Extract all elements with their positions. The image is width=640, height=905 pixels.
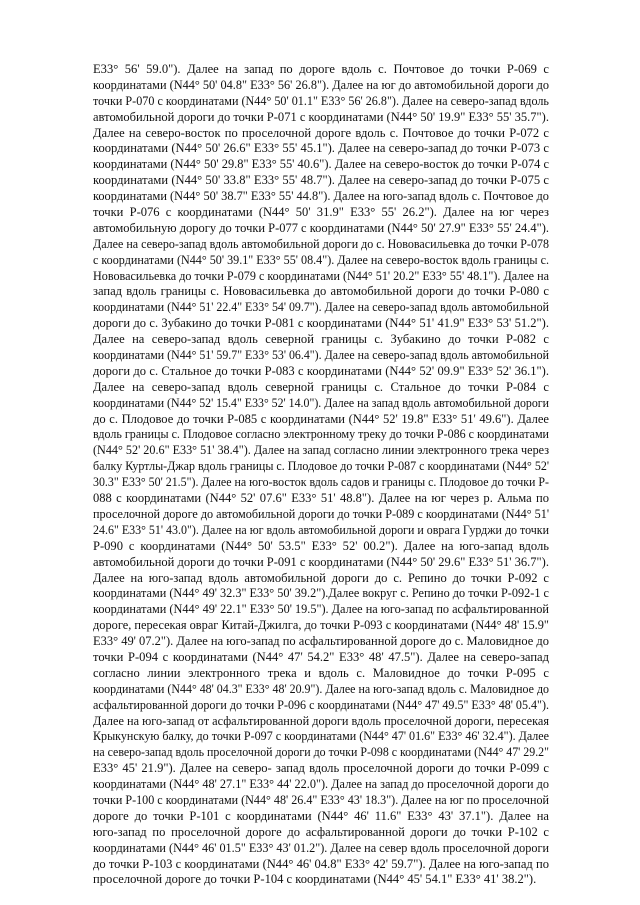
text-line: E33° 49' 07.2"). Далее на юго-запад по асфальтированной дороге до с. Маловидное до bbox=[93, 634, 549, 649]
text-line: Далее на северо-запад вдоль автомобильной дороги до с. Нововасильевка до точки Р-078 bbox=[93, 236, 549, 251]
text-line: проселочной дороге до точки Р-104 с координатами (N44° 45' 54.1" E33° 41' 38.2"). bbox=[93, 872, 537, 887]
text-line: точки Р-076 с координатами (N44° 50' 31.9" E33° 55' 26.2"). Далее на юг через bbox=[93, 205, 549, 220]
text-line: 24.6" E33° 51' 43.0"). Далее на юг вдоль автомобильной дороги и оврага Гурджи до точки bbox=[93, 522, 549, 537]
text-line: координатами (N44° 49' 22.1" E33° 50' 19.5"). Далее на юго-запад по асфальтированной bbox=[93, 602, 549, 617]
text-line: балку Куртлы-Джар вдоль границы с. Плодовое до точки Р-087 с координатами (N44° 52' bbox=[93, 459, 550, 474]
text-line: Далее на северо-запад вдоль северной границы с. Зубакино до точки Р-082 с bbox=[93, 332, 549, 347]
text-line: асфальтированной дороги до точки Р-096 с координатами (N44° 47' 49.5" E33° 48' 05.4"). bbox=[93, 697, 549, 712]
document-page bbox=[93, 62, 549, 888]
text-line: E33° 45' 21.9"). Далее на северо- запад вдоль проселочной дороги до точки Р-099 с bbox=[93, 761, 549, 776]
text-line: Нововасильевка до точки Р-079 с координатами (N44° 51' 20.2" E33° 55' 48.1"). Далее на bbox=[93, 268, 549, 283]
text-line: точки Р-100 с координатами (N44° 48' 26.4" E33° 43' 18.3"). Далее на юг по проселочной bbox=[93, 792, 549, 807]
text-line: Далее на юго-запад от асфальтированной дороги вдоль проселочной дороги, пересекая bbox=[93, 713, 550, 728]
text-line: запад вдоль границы с. Нововасильевка до автомобильной дороги до точки Р-080 с bbox=[93, 284, 549, 299]
text-line: координатами (N44° 46' 01.5" E33° 43' 01.2"). Далее на север вдоль проселочной дороги bbox=[93, 840, 549, 855]
text-line: Далее на юго-запад вдоль автомобильной дороги до с. Репино до точки Р-092 с bbox=[93, 570, 549, 585]
text-line: координатами (N44° 48' 04.3" E33° 48' 20.9"). Далее на юго-запад вдоль с. Маловидное до bbox=[93, 681, 550, 696]
text-line: автомобильную дорогу до точки Р-077 с координатами (N44° 50' 27.9" E33° 55' 24.4"). bbox=[93, 220, 549, 235]
text-line: до точки Р-103 с координатами (N44° 46' 04.8" E33° 42' 59.7"). Далее на юго-запад по bbox=[93, 856, 549, 871]
text-line: автомобильной дороги до точки Р-071 с координатами (N44° 50' 19.9" E33° 55' 35.7"). bbox=[93, 109, 549, 124]
text-line: юго-запад по проселочной дороге до асфальтированной дороги до точки Р-102 с bbox=[93, 824, 549, 839]
text-line: E33° 56' 59.0"). Далее на запад по дороге вдоль с. Почтовое до точки Р-069 с bbox=[93, 62, 549, 76]
text-line: координатами (N44° 51' 22.4" E33° 54' 09.7"). Далее на северо-запад вдоль автомобильной bbox=[93, 300, 549, 315]
text-line: проселочной дороге до автомобильной дороги до точки Р-089 с координатами (N44° 51' bbox=[93, 506, 550, 521]
text-line: координатами (N44° 50' 33.8" E33° 55' 48.7"). Далее на северо-запад до точки Р-075 с bbox=[93, 173, 549, 188]
text-line: дороги до с. Стальное до точки Р-083 с координатами (N44° 52' 09.9" E33° 52' 36.1"). bbox=[93, 363, 549, 378]
text-line: согласно линии электронного трека и вдоль с. Маловидное до точки Р-095 с bbox=[93, 665, 549, 680]
text-line: Далее на северо-восток по проселочной дороге вдоль с. Почтовое до точки Р-072 с bbox=[93, 125, 549, 140]
text-line: Далее на северо-запад вдоль северной границы с. Стальное до точки Р-084 с bbox=[93, 379, 549, 394]
text-line: координатами (N44° 52' 15.4" E33° 52' 14.0"). Далее на запад вдоль автомобильной дороги bbox=[93, 395, 550, 410]
text-line: координатами (N44° 50' 29.8" E33° 55' 40.6"). Далее на северо-восток до точки Р-074 с bbox=[93, 157, 550, 172]
text-line: 088 с координатами (N44° 52' 07.6" E33° 51' 48.8"). Далее на юг через р. Альма по bbox=[93, 491, 549, 506]
text-line: Крыкунскую балку, до точки Р-097 с координатами (N44° 47' 01.6" E33° 46' 32.4"). Далее bbox=[93, 729, 550, 744]
text-line: до с. Плодовое до точки Р-085 с координатами (N44° 52' 19.8" E33° 51' 49.6"). Далее bbox=[93, 411, 549, 426]
text-line: на северо-запад вдоль проселочной дороги до точки Р-098 с координатами (N44° 47' 29.2" bbox=[93, 745, 549, 760]
text-line: дороге, пересекая овраг Китай-Джилга, до точки Р-093 с координатами (N44° 48' 15.9" bbox=[93, 618, 549, 633]
text-line: координатами (N44° 50' 26.6" E33° 55' 45.1"). Далее на северо-запад до точки Р-073 с bbox=[93, 141, 549, 156]
text-line: 30.3" E33° 50' 21.5"). Далее на юго-восток вдоль садов и границы с. Плодовое до точки Р- bbox=[93, 475, 549, 490]
text-line: дороге до точки Р-101 с координатами (N44° 46' 11.6" E33° 43' 37.1"). Далее на bbox=[93, 808, 549, 823]
text-line: точки Р-070 с координатами (N44° 50' 01.1" E33° 56' 26.8"). Далее на северо-запад вдоль bbox=[93, 93, 549, 108]
text-line: координатами (N44° 51' 59.7" E33° 53' 06.4"). Далее на северо-запад вдоль автомобильной bbox=[93, 348, 549, 363]
text-line: координатами (N44° 50' 04.8" E33° 56' 26.8"). Далее на юг до автомобильной дороги до bbox=[93, 77, 550, 92]
text-line: дороги до с. Зубакино до точки Р-081 с координатами (N44° 51' 41.9" E33° 53' 51.2"). bbox=[93, 316, 549, 331]
text-line: координатами (N44° 49' 32.3" E33° 50' 39.2").Далее вокруг с. Репино до точки Р-092-1 с bbox=[93, 586, 549, 601]
text-line: координатами (N44° 48' 27.1" E33° 44' 22.0"). Далее на запад до проселочной дороги до bbox=[93, 777, 549, 792]
text-line: вдоль границы с. Плодовое согласно электронному треку до точки Р-086 с координатами bbox=[93, 427, 549, 442]
text-line: точки Р-094 с координатами (N44° 47' 54.2" E33° 48' 47.5"). Далее на северо-запад bbox=[93, 649, 549, 664]
text-line: автомобильной дороги до точки Р-091 с координатами (N44° 50' 29.6" E33° 51' 36.7"). bbox=[93, 554, 549, 569]
text-line: (N44° 52' 20.6" E33° 51' 38.4"). Далее на запад согласно линии электронного трека через bbox=[93, 443, 550, 458]
text-line: с координатами (N44° 50' 39.1" E33° 55' 08.4"). Далее на северо-восток вдоль границы с. bbox=[93, 252, 549, 267]
text-line: Р-090 с координатами (N44° 50' 53.5" E33° 52' 00.2"). Далее на юго-запад вдоль bbox=[93, 538, 549, 553]
text-line: координатами (N44° 50' 38.7" E33° 55' 44.8"). Далее на юго-запад вдоль с. Почтовое до bbox=[93, 189, 549, 204]
